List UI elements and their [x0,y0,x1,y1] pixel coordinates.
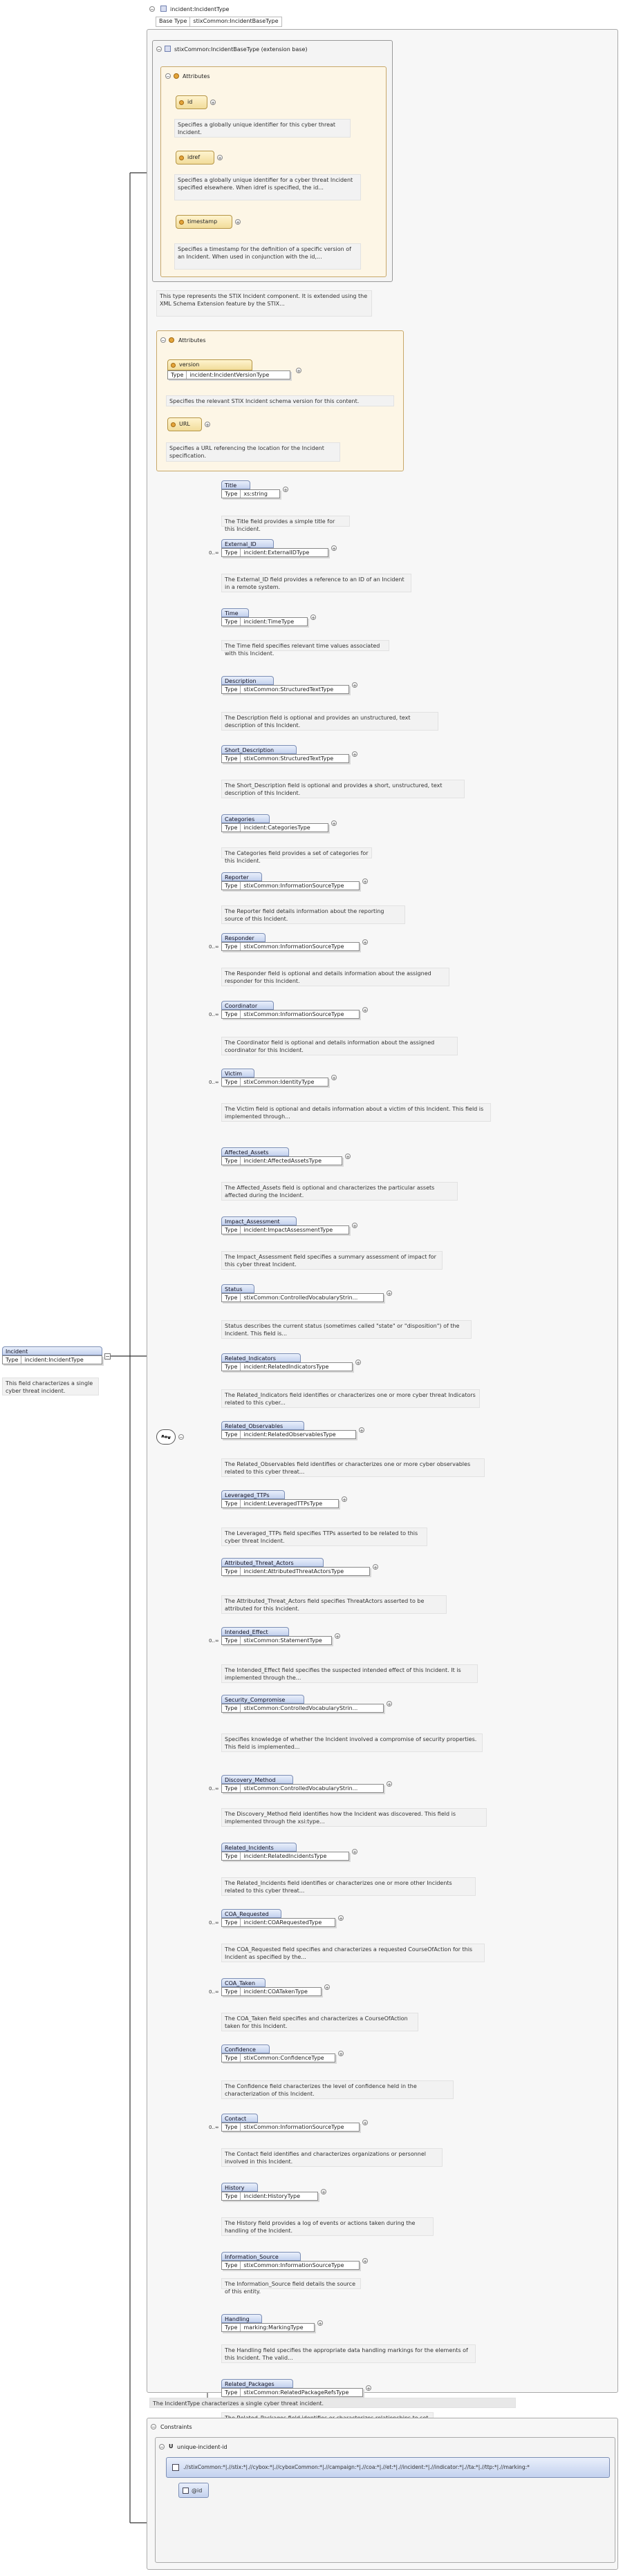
element-type [221,1704,384,1713]
element-type [221,754,349,763]
base-type-key: Base Type [156,17,190,26]
element-leveraged-ttps[interactable] [221,1490,353,1511]
element-discovery-method[interactable] [221,1775,398,1796]
type-footer: The IncidentType characterizes a single cyber threat incident. [149,2398,516,2408]
attr-url-icon [171,422,176,427]
element-type-value: stixCommon:InformationSourceType [243,943,344,950]
element-type [221,548,328,557]
element-type-key: Type [222,1078,241,1086]
element-type-key: Type [222,2389,241,2396]
element-expand-button[interactable]: + [339,1916,343,1921]
attr-idref[interactable] [176,151,214,164]
element-type [221,2053,335,2062]
element-coa-taken[interactable] [221,1978,335,1999]
constraints-label: Constraints [160,2424,192,2430]
element-occurrence: 0..∞ [209,1786,219,1792]
element-description: Status describes the current status (sometimes called "state" or "disposition") of the Incident. This field is... [221,1320,472,1339]
element-type-key: Type [222,490,241,498]
attr-version-name-box [167,359,252,370]
element-expand-button[interactable]: + [346,1154,350,1160]
element-expand-button[interactable]: + [360,1428,364,1433]
element-type-value: stixCommon:ControlledVocabularyStrin... [243,1785,358,1792]
element-name: Information_Source [221,2252,301,2261]
element-type [221,2388,363,2397]
element-type-key: Type [222,549,241,556]
root-type-key: Type [3,1356,21,1364]
element-occurrence: 0..∞ [209,1638,219,1644]
element-type [221,881,360,890]
element-impact-assessment[interactable] [221,1216,363,1237]
attr-version-description: Specifies the relevant STIX Incident schema version for this content. [166,395,394,406]
element-expand-button[interactable]: + [311,615,315,621]
element-type [221,1362,353,1371]
element-name: Handling [221,2314,262,2323]
field-xpath: @id [192,2488,203,2494]
element-type [221,1636,332,1645]
element-type-key: Type [222,2123,241,2131]
element-type-key: Type [222,1363,241,1371]
unique-constraint-kind: U [169,2443,174,2450]
element-information-source[interactable] [221,2252,373,2273]
element-type-key: Type [222,755,241,762]
element-type [221,823,328,832]
element-description: The Impact_Assessment field specifies a summary assessment of impact for this cyber threat Incident. [221,1251,443,1270]
attr-version-icon [171,363,176,368]
element-name: Attributed_Threat_Actors [221,1558,324,1567]
element-description: The Attributed_Threat_Actors field specifies ThreatActors asserted to be attributed for this Incident. [221,1595,447,1614]
element-type [221,2123,360,2132]
attr-url-name: URL [179,421,190,427]
element-type [221,1852,349,1861]
element-time[interactable] [221,608,322,629]
element-type-value: stixCommon:StructuredTextType [243,686,334,693]
element-type-value: incident:TimeType [243,619,295,625]
element-expand-button[interactable]: + [335,1634,340,1639]
element-description: The Related_Incidents field identifies or characterizes one or more other Incidents related to this cyber threat... [221,1877,476,1896]
element-type-key: Type [222,2192,241,2200]
element-name: Leveraged_TTPs [221,1490,285,1499]
element-type [221,942,360,951]
element-description: The COA_Requested field specifies and characterizes a requested CourseOfAction for this Incident as specified by the... [221,1944,485,1962]
element-type [221,489,280,498]
element-type-value: incident:COATakenType [243,1989,308,1995]
element-type-value: stixCommon:IdentityType [243,1079,315,1085]
element-expand-button[interactable]: + [366,2386,371,2391]
element-categories[interactable] [221,814,342,835]
type-collapse-button[interactable]: − [150,7,154,12]
field-icon [183,2488,189,2494]
element-description: The Related_Observables field identifies or characterizes one or more cyber observables related to this cyber threat... [221,1458,485,1477]
element-expand-button[interactable]: + [387,1702,391,1707]
element-security-compromise[interactable] [221,1695,398,1715]
base-attributes-toggle[interactable]: − [166,74,170,79]
element-type-key: Type [222,943,241,950]
element-name: Related_Indicators [221,1353,301,1362]
attr-timestamp-icon [179,220,184,225]
element-type-value: stixCommon:InformationSourceType [243,1011,344,1017]
root-type-value: incident:IncidentType [24,1357,84,1363]
element-description: The Categories field provides a set of categories for this Incident. [221,847,372,858]
element-expand-button[interactable]: + [363,940,367,946]
element-type-key: Type [222,1431,241,1438]
element-type-key: Type [222,1568,241,1575]
attr-idref-name: idref [187,154,201,160]
element-type [221,2261,360,2270]
element-type-value: stixCommon:StructuredTextType [243,755,334,762]
element-occurrence: 0..∞ [209,1012,219,1017]
element-name: Status [221,1284,254,1293]
complex-type-name: incident:IncidentType [170,6,230,12]
element-expand-button[interactable]: + [353,752,357,758]
element-name: Impact_Assessment [221,1216,297,1225]
element-expand-button[interactable]: + [356,1360,360,1366]
element-type-key: Type [222,1157,241,1165]
element-type [221,1010,360,1019]
element-type [221,685,349,694]
element-confidence[interactable] [221,2044,349,2065]
element-related-incidents[interactable] [221,1843,363,1863]
element-type-key: Type [222,618,241,626]
element-type-key: Type [222,1919,241,1926]
attr-version-expand[interactable]: + [297,368,301,374]
element-type-value: incident:ExternalIDType [243,549,310,556]
element-name: Reporter [221,872,262,881]
element-type-value: stixCommon:ConfidenceType [243,2055,324,2061]
element-expand-button[interactable]: + [353,683,357,688]
constraints-toggle[interactable]: − [151,2425,156,2430]
element-type-value: stixCommon:InformationSourceType [243,2124,344,2130]
element-description: The Affected_Assets field is optional and characterizes the particular assets affected during the Incident. [221,1182,458,1201]
element-description: The Handling field specifies the appropriate data handling markings for the elements of this Incident. The valid... [221,2344,476,2363]
element-type-value: incident:LeveragedTTPsType [243,1501,323,1507]
element-type-key: Type [222,1988,241,1995]
element-description: The Title field provides a simple title for this Incident. [221,516,350,527]
base-attributes-label: Attributes [183,73,210,79]
element-description: The History field provides a log of events or actions taken during the handling of the Incident. [221,2217,434,2236]
attr-idref-description: Specifies a globally unique identifier for a cyber threat Incident specified elsewhere. When idref is specified, the id... [174,174,361,200]
element-type [221,1430,356,1439]
element-type [221,1784,384,1793]
element-expand-button[interactable]: + [353,1223,357,1229]
element-type [221,2192,318,2201]
attr-id[interactable] [176,95,207,109]
element-name: History [221,2183,258,2192]
element-type-value: incident:RelatedObservablesType [243,1431,336,1438]
attr-id-expand[interactable]: + [211,100,215,106]
base-type-icon [165,46,171,52]
element-expand-button[interactable]: + [325,1985,329,1991]
element-attributed-threat-actors[interactable] [221,1558,384,1579]
own-attributes-icon [169,337,174,343]
element-type-value: stixCommon:InformationSourceType [243,883,344,889]
unique-constraint-toggle[interactable]: − [160,2445,164,2450]
element-type-key: Type [222,1294,241,1301]
element-type-value: stixCommon:RelatedPackageRefsType [243,2389,349,2396]
attr-version-type-value: incident:IncidentVersionType [189,372,270,378]
sequence-icon-glyph [157,1430,175,1444]
sequence-collapse-button[interactable]: − [179,1435,183,1440]
element-type-value: incident:CategoriesType [243,825,310,831]
attr-url-description: Specifies a URL referencing the location for the Incident specification. [166,442,340,462]
attr-version-name: version [179,361,200,368]
element-name: Responder [221,933,266,942]
element-type [221,1499,339,1508]
root-description: This field characterizes a single cyber threat incident. [2,1378,99,1395]
element-coordinator[interactable] [221,1001,373,1022]
attr-id-description: Specifies a globally unique identifier for this cyber threat Incident. [174,119,351,138]
element-type-key: Type [222,1500,241,1507]
sequence-compositor-icon[interactable] [156,1429,176,1445]
element-type [221,2323,315,2332]
base-type-row [156,17,282,27]
complex-type-icon [160,6,167,12]
element-type-value: incident:AttributedThreatActorsType [243,1568,344,1574]
element-type [221,1918,335,1927]
element-description: The Intended_Effect field specifies the suspected intended effect of this Incident. It is implemented through the... [221,1664,478,1683]
selector-xpath: .//stixCommon:*|.//stix:*|.//cybox:*|.//cyboxCommon:*|.//campaign:*|.//coa:*|.//et:*|.//incident:*|.//indicator:*|.//ta:*|.//ttp:*|.//marking:* [183,2464,530,2470]
attr-id-icon [179,100,184,105]
element-description: The External_ID field provides a reference to an ID of an Incident in a remote system. [221,574,411,592]
element-history[interactable] [221,2183,332,2203]
element-victim[interactable] [221,1069,342,1089]
element-name: Security_Compromise [221,1695,304,1704]
element-type [221,1987,322,1996]
attr-timestamp[interactable] [176,215,232,229]
attr-timestamp-description: Specifies a timestamp for the definition of a specific version of an Incident. When used in conjunction with the id,... [174,243,361,270]
element-type [221,1567,370,1576]
element-type-value: stixCommon:ControlledVocabularyStrin... [243,1295,358,1301]
attr-url[interactable] [167,417,202,431]
element-type-key: Type [222,1785,241,1792]
element-name: Related_Packages [221,2379,293,2388]
attributes-icon [174,73,179,79]
element-type-key: Type [222,1704,241,1712]
element-name: External_ID [221,539,274,548]
element-name: Time [221,608,249,617]
attr-idref-icon [179,156,184,160]
element-type [221,1293,384,1302]
element-related-observables[interactable] [221,1421,370,1442]
element-name: Categories [221,814,270,823]
element-handling[interactable] [221,2314,328,2335]
attr-timestamp-expand[interactable]: + [236,220,240,225]
selector-box[interactable] [166,2457,610,2478]
unique-constraint-name: unique-incident-id [177,2444,227,2450]
element-description: The Confidence field characterizes the level of confidence held in the characterization of this Incident. [221,2080,454,2099]
attr-url-expand[interactable]: + [205,422,210,428]
element-description: The COA_Taken field specifies and characterizes a CourseOfAction taken for this Incident. [221,2013,418,2031]
element-external-id[interactable] [221,539,342,560]
element-type [221,617,308,626]
element-name: Short_Description [221,745,297,754]
element-description[interactable] [221,676,363,697]
element-description: The Description field is optional and provides an unstructured, text description of this Incident. [221,712,438,731]
element-related-packages[interactable] [221,2379,377,2400]
base-type-title: stixCommon:IncidentBaseType (extension base) [174,46,308,53]
element-expand-button[interactable]: + [322,2190,326,2195]
root-element-name: Incident [2,1346,102,1355]
element-type-value: incident:RelatedIncidentsType [243,1853,327,1859]
element-name: Coordinator [221,1001,274,1010]
element-affected-assets[interactable] [221,1147,356,1168]
element-type-key: Type [222,1852,241,1860]
element-expand-button[interactable]: + [339,2051,343,2057]
element-type [221,1225,349,1234]
element-type-key: Type [222,882,241,890]
element-expand-button[interactable]: + [318,2321,322,2326]
element-short-description[interactable] [221,745,363,766]
element-description: The Discovery_Method field identifies how the Incident was discovered. This field is implemented through the xsi:type... [221,1808,487,1827]
element-type-value: stixCommon:ControlledVocabularyStrin... [243,1705,358,1711]
element-type-value: incident:COARequestedType [243,1919,322,1926]
element-type-key: Type [222,1010,241,1018]
element-expand-button[interactable]: + [387,1782,391,1787]
element-type [221,1156,342,1165]
element-description: The Short_Description field is optional and provides a short, unstructured, text description of this Incident. [221,780,465,798]
element-type-key: Type [222,2262,241,2269]
element-expand-button[interactable]: + [363,879,367,885]
element-type-key: Type [222,824,241,831]
element-type-value: stixCommon:StatementType [243,1637,322,1644]
element-description: The Reporter field details information about the reporting source of this Incident. [221,905,405,924]
element-expand-button[interactable]: + [373,1565,378,1570]
element-responder[interactable] [221,933,373,954]
element-type-value: incident:RelatedIndicatorsType [243,1364,329,1370]
element-name: COA_Requested [221,1909,281,1918]
attr-id-name: id [187,99,193,105]
element-expand-button[interactable]: + [342,1497,346,1503]
element-name: Discovery_Method [221,1775,293,1784]
type-description: This type represents the STIX Incident component. It is extended using the XML Schema Extension feature by the STIX... [156,290,372,317]
field-box[interactable] [178,2483,209,2498]
element-status[interactable] [221,1284,398,1305]
attr-timestamp-name: timestamp [187,218,218,225]
element-name: Confidence [221,2044,270,2053]
element-type-value: incident:AffectedAssetsType [243,1158,322,1164]
element-description: The Victim field is optional and details information about a victim of this Incident. This field is implemented through... [221,1103,491,1122]
own-attributes-toggle[interactable]: − [161,338,165,344]
attr-idref-expand[interactable]: + [218,156,222,161]
element-type-value: marking:MarkingType [243,2324,304,2331]
selector-icon [172,2464,179,2471]
element-type-key: Type [222,686,241,693]
element-type-value: incident:ImpactAssessmentType [243,1227,333,1233]
element-name: Affected_Assets [221,1147,289,1156]
attr-version[interactable] [167,359,316,384]
element-expand-button[interactable]: + [363,1008,367,1013]
element-description: The Contact field identifies and characterizes organizations or personnel involved in this Incident. [221,2148,443,2167]
element-occurrence: 0..∞ [209,1080,219,1085]
element-name: COA_Taken [221,1978,266,1987]
element-name: Title [221,480,250,489]
element-expand-button[interactable]: + [332,821,336,827]
element-name: Related_Observables [221,1421,304,1430]
element-reporter[interactable] [221,872,373,893]
element-name: Contact [221,2114,258,2123]
unique-constraint-panel [155,2437,615,2563]
element-expand-button[interactable]: + [332,546,336,552]
element-description: The Responder field is optional and details information about the assigned responder for this Incident. [221,968,449,986]
element-occurrence: 0..∞ [209,2125,219,2130]
element-type-value: xs:string [243,491,268,497]
element-occurrence: 0..∞ [209,944,219,950]
element-type-value: incident:HistoryType [243,2193,301,2199]
element-description: The Related_Indicators field identifies or characterizes one or more cyber threat Indicators related to this cyber... [221,1389,480,1408]
element-expand-button[interactable]: + [283,487,288,493]
element-related-indicators[interactable] [221,1353,366,1374]
element-type-key: Type [222,1637,241,1644]
element-description: The Coordinator field is optional and details information about the assigned coordinator for this Incident. [221,1037,458,1055]
element-description: Specifies knowledge of whether the Incident involved a compromise of security properties. This field is implemented... [221,1733,483,1752]
element-type [221,1078,328,1087]
element-name: Description [221,676,274,685]
element-contact[interactable] [221,2114,373,2134]
element-name: Related_Incidents [221,1843,297,1852]
element-description: The Information_Source field details the source of this entity. [221,2278,361,2289]
element-occurrence: 0..∞ [209,1920,219,1926]
element-type-key: Type [222,2054,241,2062]
element-type-key: Type [222,1226,241,1234]
own-attributes-label: Attributes [178,337,206,344]
element-intended-effect[interactable] [221,1627,346,1648]
element-occurrence: 0..∞ [209,550,219,556]
element-type-key: Type [222,2324,241,2331]
element-expand-button[interactable]: + [332,1075,336,1081]
element-name: Victim [221,1069,254,1078]
element-description: The Time field specifies relevant time values associated with this Incident. [221,640,389,651]
element-coa-requested[interactable] [221,1909,349,1930]
root-collapse-button[interactable]: − [105,1353,110,1360]
base-type-value: stixCommon:IncidentBaseType [193,18,279,24]
element-expand-button[interactable]: + [363,2259,367,2264]
element-description: The Leveraged_TTPs field specifies TTPs asserted to be related to this cyber threat Incident. [221,1527,427,1546]
base-type-toggle[interactable]: − [157,47,161,53]
element-name: Intended_Effect [221,1627,289,1636]
element-type-value: stixCommon:InformationSourceType [243,2262,344,2268]
element-expand-button[interactable]: + [363,2121,367,2126]
element-expand-button[interactable]: + [353,1850,357,1855]
attr-version-type [167,370,290,379]
element-occurrence: 0..∞ [209,1989,219,1995]
attr-version-type-key: Type [168,371,187,379]
element-expand-button[interactable]: + [387,1291,391,1297]
